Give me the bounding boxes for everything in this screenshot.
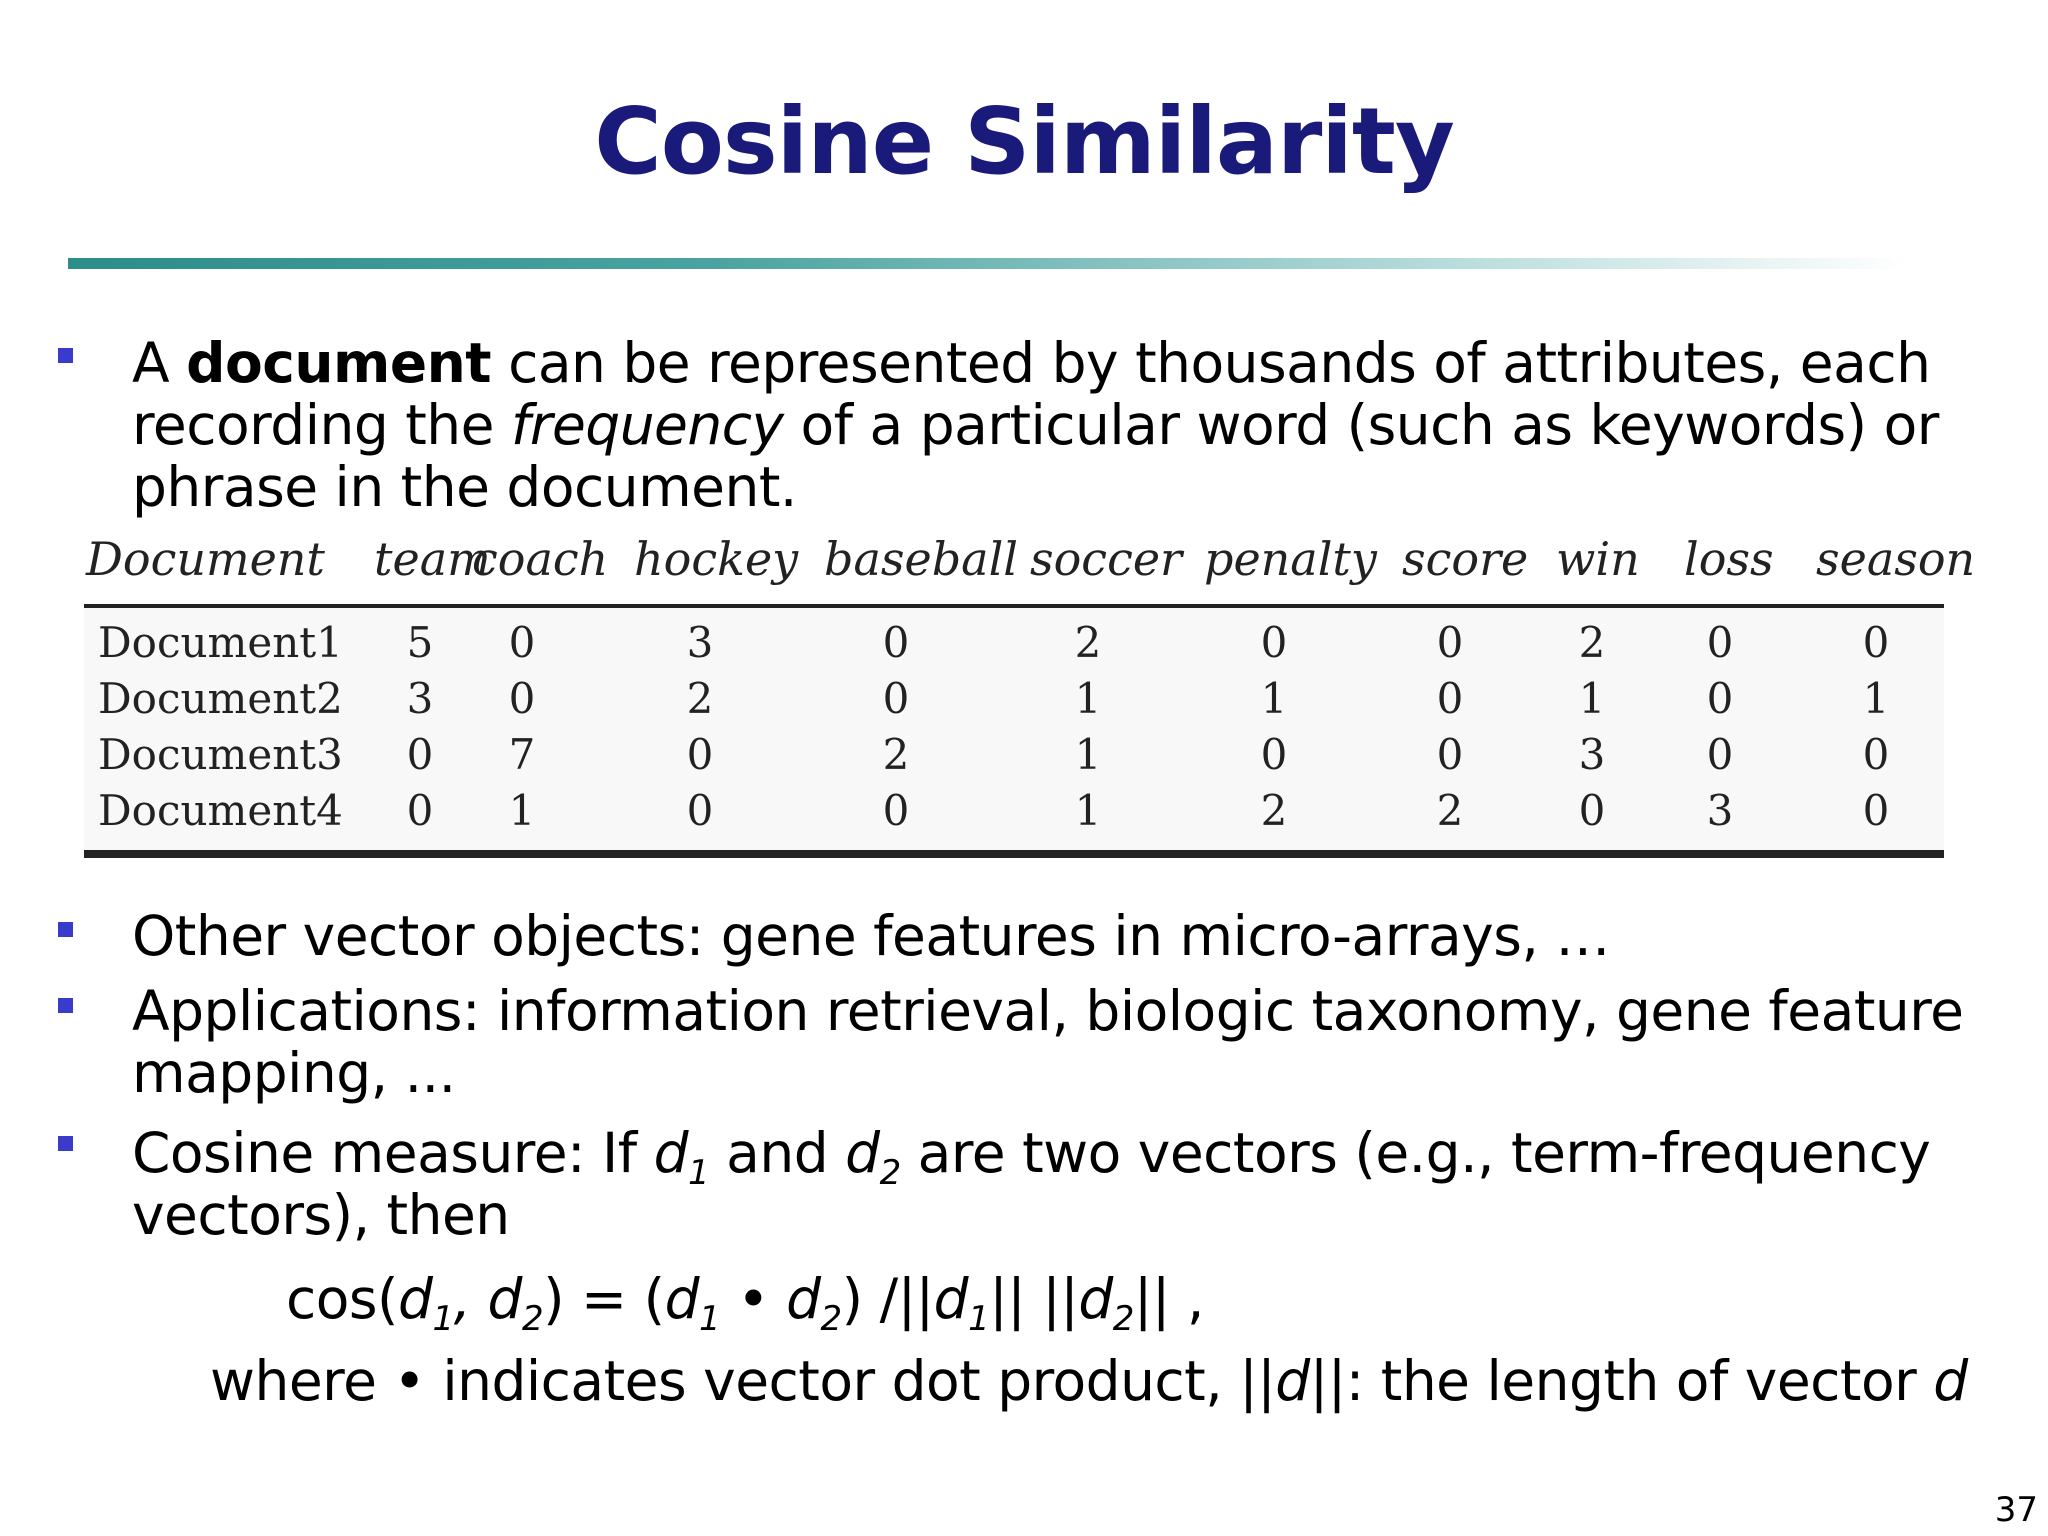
text: , <box>453 1267 488 1331</box>
cell: 1 <box>1074 674 1102 723</box>
text: can be represented by thousands of attributes, each <box>491 331 1931 395</box>
var-d: d <box>398 1267 433 1331</box>
cell: 0 <box>406 730 434 779</box>
cell: 2 <box>882 730 910 779</box>
text: ) = ( <box>543 1267 665 1331</box>
dot-operator: • <box>720 1267 787 1331</box>
var-d: d <box>487 1267 522 1331</box>
bullet-applications <box>132 980 1964 1104</box>
table-header-loss: loss <box>1684 532 1774 586</box>
cell: 2 <box>686 674 714 723</box>
cell: 0 <box>1436 674 1464 723</box>
row-label: Document1 <box>98 618 343 667</box>
title-divider <box>68 258 1908 269</box>
var-d: d <box>845 1121 880 1185</box>
cosine-formula <box>286 1267 1204 1339</box>
bullet-marker <box>58 922 73 937</box>
cell: 0 <box>1706 618 1734 667</box>
table-header-document: Document <box>86 532 325 586</box>
cell: 0 <box>1578 786 1606 835</box>
text: ||: the length of vector <box>1309 1349 1934 1413</box>
cell: 0 <box>1706 730 1734 779</box>
cell: 0 <box>1706 674 1734 723</box>
cell: 1 <box>1074 786 1102 835</box>
cell: 1 <box>508 786 536 835</box>
table-bottom-rule <box>84 850 1944 858</box>
text: phrase in the document. <box>132 455 797 519</box>
cell: 2 <box>1436 786 1464 835</box>
text: recording the <box>132 393 511 457</box>
cell: 3 <box>686 618 714 667</box>
table-header-soccer: soccer <box>1030 532 1183 586</box>
cell: 0 <box>882 618 910 667</box>
var-d: d <box>1933 1349 1968 1413</box>
bullet-marker <box>58 348 73 363</box>
var-d: d <box>664 1267 699 1331</box>
table-header-season: season <box>1816 532 1976 586</box>
cell: 0 <box>882 674 910 723</box>
table-row <box>84 786 1944 842</box>
text: ) /|| <box>841 1267 934 1331</box>
text: vectors), then <box>132 1183 510 1247</box>
cell: 3 <box>406 674 434 723</box>
cell: 0 <box>508 674 536 723</box>
var-d: d <box>1078 1267 1113 1331</box>
text: and <box>709 1121 846 1185</box>
bullet-other-vector-objects: Other vector objects: gene features in micro-arrays, … <box>132 904 1610 968</box>
text: || , <box>1133 1267 1204 1331</box>
cell: 1 <box>1074 730 1102 779</box>
subscript: 1 <box>688 1153 710 1193</box>
cell: 5 <box>406 618 434 667</box>
cell: 0 <box>882 786 910 835</box>
cell: 0 <box>686 786 714 835</box>
var-d: d <box>786 1267 821 1331</box>
cell: 2 <box>1578 618 1606 667</box>
table-row <box>84 618 1944 674</box>
var-d: d <box>1275 1349 1310 1413</box>
bullet-cosine-measure <box>132 1122 1930 1246</box>
table-header-baseball: baseball <box>824 532 1018 586</box>
bullet-marker <box>58 1136 73 1151</box>
cell: 7 <box>508 730 536 779</box>
cell: 0 <box>406 786 434 835</box>
cell: 1 <box>1862 674 1890 723</box>
text: mapping, ... <box>132 1041 456 1105</box>
table-top-rule <box>84 604 1944 608</box>
table-header-win: win <box>1556 532 1640 586</box>
cell: 0 <box>1862 786 1890 835</box>
table-header-score: score <box>1402 532 1529 586</box>
subscript: 1 <box>968 1299 990 1339</box>
cell: 0 <box>1436 730 1464 779</box>
row-label: Document4 <box>98 786 343 835</box>
var-d: d <box>933 1267 969 1331</box>
subscript: 2 <box>1112 1299 1134 1339</box>
text: Cosine measure: If <box>132 1121 654 1185</box>
row-label: Document2 <box>98 674 343 723</box>
bold-term: document <box>186 331 492 395</box>
subscript: 1 <box>432 1299 454 1339</box>
table-header-hockey: hockey <box>634 532 799 586</box>
text: where • indicates vector dot product, || <box>210 1349 1276 1413</box>
table-row <box>84 674 1944 730</box>
cell: 2 <box>1074 618 1102 667</box>
var-d: d <box>653 1121 689 1185</box>
row-label: Document3 <box>98 730 343 779</box>
text: cos( <box>286 1267 399 1331</box>
cell: 0 <box>686 730 714 779</box>
text: || || <box>989 1267 1079 1331</box>
subscript: 2 <box>820 1299 842 1339</box>
formula-explanation <box>210 1350 1968 1412</box>
cell: 0 <box>1862 618 1890 667</box>
table-header-coach: coach <box>472 532 609 586</box>
cell: 1 <box>1260 674 1288 723</box>
cell: 3 <box>1578 730 1606 779</box>
text: Applications: information retrieval, biologic taxonomy, gene feature <box>132 979 1964 1043</box>
cell: 2 <box>1260 786 1288 835</box>
table-header-penalty: penalty <box>1204 532 1377 586</box>
term-frequency-table <box>84 524 1976 862</box>
bullet-document-attributes <box>132 332 1939 518</box>
text: A <box>132 331 187 395</box>
table-row <box>84 730 1944 786</box>
cell: 0 <box>1260 730 1288 779</box>
subscript: 2 <box>521 1299 544 1339</box>
page-number: 37 <box>1994 1490 2038 1530</box>
slide-title: Cosine Similarity <box>594 88 1454 195</box>
italic-term: frequency <box>510 393 784 457</box>
cell: 0 <box>508 618 536 667</box>
cell: 3 <box>1706 786 1734 835</box>
text: are two vectors (e.g., term-frequency <box>900 1121 1931 1185</box>
table-header-team: team <box>374 532 491 586</box>
bullet-marker <box>58 998 73 1013</box>
cell: 0 <box>1260 618 1288 667</box>
cell: 0 <box>1436 618 1464 667</box>
subscript: 2 <box>879 1153 901 1193</box>
cell: 1 <box>1578 674 1606 723</box>
text: of a particular word (such as keywords) or <box>783 393 1939 457</box>
subscript: 1 <box>699 1299 721 1339</box>
cell: 0 <box>1862 730 1890 779</box>
